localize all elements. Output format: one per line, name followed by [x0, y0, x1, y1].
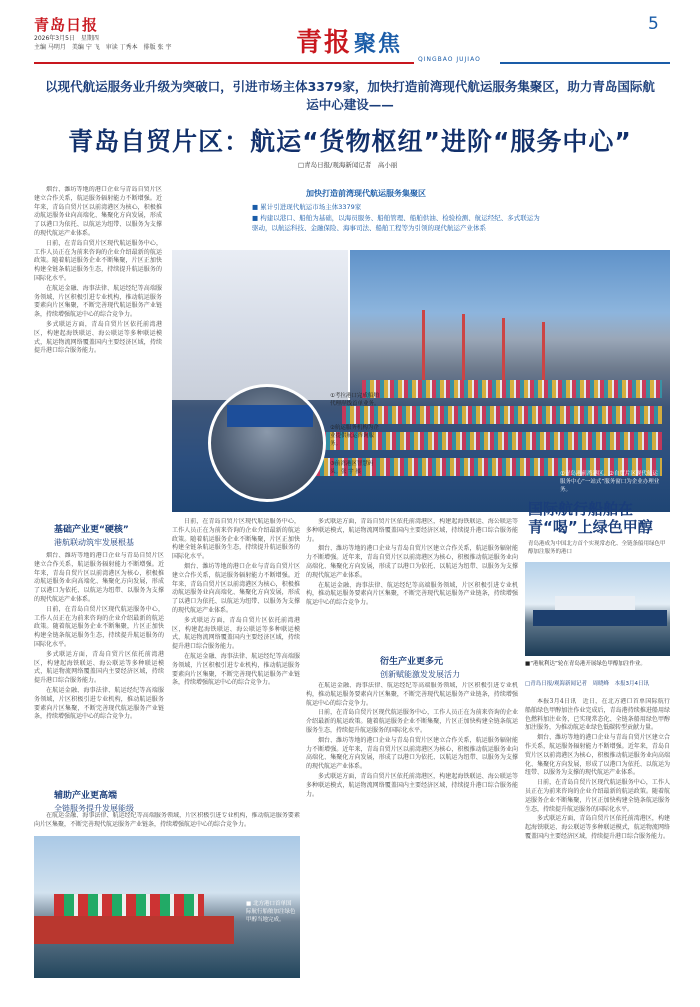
highlight-box: [232, 188, 668, 252]
ship-hull: [533, 610, 667, 626]
text-column-middle-3: [306, 682, 518, 978]
caption-photo-1: ①青岛港前湾港区。②自贸片区现代航运服务中心“一站式”服务窗口为企业办理业务。: [560, 471, 660, 493]
crane: [542, 322, 545, 380]
service-window-photo: [172, 250, 350, 400]
masthead: [0, 0, 700, 76]
crane: [502, 318, 505, 380]
date-line: [34, 34, 171, 52]
side-article-byline: □青岛日报/观海新闻记者 周晓峰 本报3月4日讯: [525, 681, 650, 687]
side-article-title: 国际航行船舶在青“喝”上绿色甲醇: [528, 500, 653, 536]
paragraph: 烟台、潍坊等地的港口企业与青岛自贸片区建立合作关系，航运服务辐射能力不断增强。近年来，青岛自贸片区以前湾港区为核心，积极推动航运服务业向高端化、集聚化方向发展，形成了以港口为依托、以航运为纽带、以服务为支撑的现代航运产业体系。: [306, 545, 518, 579]
paragraph: 在航运金融、海事法律、航运经纪等高端服务领域，片区积极引进专业机构，推动航运服务要素向片区集聚，不断完善现代航运服务产业链条，持续增强航运中心的综合竞争力。: [34, 284, 162, 319]
crane: [462, 314, 465, 380]
caption-photo-4: ③前湾港区智慧码头。张 宇 摄: [330, 461, 374, 475]
staff-line: 主编 马明月 美编 宁 飞 审读 丁秀本 排版 张 宇: [34, 44, 172, 51]
paragraph: 烟台、潍坊等地的港口企业与青岛自贸片区建立合作关系，航运服务辐射能力不断增强。近年来，青岛自贸片区以前湾港区为核心，积极推动航运服务业向高端化、集聚化方向发展，形成了以港口为依托、以航运为纽带、以服务为支撑的现代航运产业体系。: [34, 186, 162, 237]
paragraph: 多式联运方面，青岛自贸片区依托前湾港区，构建起海铁联运、海公联运等多种联运模式，航运物流网络覆盖国内主要经济区域，持续提升港口综合服务能力。: [34, 320, 162, 355]
column-title: [296, 22, 402, 59]
ship-containers: [54, 894, 204, 916]
section-1-heading: [54, 522, 134, 548]
section-3-heading: [380, 654, 460, 680]
text-column-middle-2: [306, 518, 518, 652]
article-title: 青岛自贸片区：航运“货物枢纽”进阶“服务中心”: [68, 127, 632, 156]
customs-circle-photo: [208, 384, 326, 502]
paragraph: 多式联运方面，青岛自贸片区依托前湾港区，构建起海铁联运、海公联运等多种联运模式，航运物流网络覆盖国内主要经济区域，持续提升港口综合服务能力。: [306, 772, 518, 798]
column-title-main: 青报: [296, 28, 353, 58]
side-article-subtitle: 青岛港成为中国北方首个实现常态化、全链条船用绿色甲醇加注服务的港口: [528, 541, 666, 555]
paragraph: 烟台、潍坊等地的港口企业与青岛自贸片区建立合作关系，航运服务辐射能力不断增强。近年来，青岛自贸片区以前湾港区为核心，积极推动航运服务业向高端化、集聚化方向发展，形成了以港口为依托、以航运为纽带、以服务为支撑的现代航运产业体系。: [172, 562, 300, 614]
paragraph: 烟台、潍坊等地的港口企业与青岛自贸片区建立合作关系，航运服务辐射能力不断增强。近年来，青岛自贸片区以前湾港区为核心，积极推动航运服务业向高端化、集聚化方向发展，形成了以港口为依托、以航运为纽带、以服务为支撑的现代航运产业体系。: [525, 734, 670, 777]
paragraph: 在航运金融、海事法律、航运经纪等高端服务领域，片区积极引进专业机构，推动航运服务要素向片区集聚，不断完善现代航运服务产业链条，持续增强航运中心的综合竞争力。: [34, 686, 164, 721]
paragraph: 日前，在青岛自贸片区现代航运服务中心，工作人员正在为前来咨询的企业介绍最新的航运政策。随着航运服务企业不断集聚，片区正加快构建全链条航运服务生态，持续提升航运服务的国际化水平。: [525, 779, 670, 813]
header-rule-blue: [500, 62, 670, 64]
text-column-right: [525, 698, 670, 978]
newspaper-logo: 青岛日报: [34, 16, 99, 34]
cosco-ship-photo: [525, 562, 670, 656]
paragraph: 烟台、潍坊等地的港口企业与青岛自贸片区建立合作关系，航运服务辐射能力不断增强。近年来，青岛自贸片区以前湾港区为核心，积极推动航运服务业向高端化、集聚化方向发展，形成了以港口为依托、以航运为纽带、以服务为支撑的现代航运产业体系。: [306, 736, 518, 771]
column-title-en: QINGBAO JUJIAO: [418, 56, 481, 63]
highlight-line-1: ■ 累计引进现代航运市场主体3379家: [252, 203, 362, 211]
text-column-1: [34, 552, 164, 802]
paragraph: 日前，在青岛自贸片区现代航运服务中心，工作人员正在为前来咨询的企业介绍最新的航运政策。随着航运服务企业不断集聚，片区正加快构建全链条航运服务生态，持续提升航运服务的国际化水平。: [172, 518, 300, 561]
container-yard: [342, 406, 662, 424]
ship-hull: [34, 916, 234, 944]
paragraph: 多式联运方面，青岛自贸片区依托前湾港区，构建起海铁联运、海公联运等多种联运模式，航运物流网络覆盖国内主要经济区域，持续提升港口综合服务能力。: [525, 815, 670, 840]
header-rule-red: [34, 62, 414, 64]
section-2-subtitle: 全链服务提升发展能级: [54, 804, 134, 813]
column-title-sub: 聚焦: [354, 31, 403, 57]
paragraph: 在航运金融、海事法律、航运经纪等高端服务领域，片区积极引进专业机构，推动航运服务要素向片区集聚，不断完善现代航运服务产业链条，持续增强航运中心的综合竞争力。: [172, 652, 300, 687]
paragraph: 多式联运方面，青岛自贸片区依托前湾港区，构建起海铁联运、海公联运等多种联运模式，航运物流网络覆盖国内主要经济区域，持续提升港口综合服务能力。: [172, 616, 300, 651]
section-1-subtitle: 港航联动筑牢发展根基: [54, 538, 134, 547]
side-article-heading: [528, 500, 670, 556]
customs-sign: [227, 405, 313, 427]
ship-superstructure: [555, 596, 635, 610]
caption-photo-3: ②航运服务机构为企业提供航运咨询服务。: [330, 425, 379, 447]
section-3-title: 衍生产业更多元: [380, 657, 444, 667]
highlight-title: 加快打造前湾现代航运服务集聚区: [306, 189, 426, 198]
paragraph: 本报3月4日讯 近日，在北方港口首单国际航行船舶绿色甲醇加注作业完成后，青岛港持续推进船用绿色燃料加注业务，已实现常态化、全链条船用绿色甲醇加注服务，为推动航运业绿色低碳转型贡献力量。: [525, 698, 670, 732]
caption-photo-2: ①考拉港口完成船舶代理岸线首单业务。: [330, 393, 380, 407]
paragraph: 日前，在青岛自贸片区现代航运服务中心，工作人员正在为前来咨询的企业介绍最新的航运政策。随着航运服务企业不断集聚，片区正加快构建全链条航运服务生态，持续提升航运服务的国际化水平。: [34, 239, 162, 282]
paragraph: 在航运金融、海事法律、航运经纪等高端服务领域，片区积极引进专业机构，推动航运服务要素向片区集聚，不断完善现代航运服务产业链条，持续增强航运中心的综合竞争力。: [306, 581, 518, 607]
container-yard: [362, 380, 662, 398]
paragraph: 日前，在青岛自贸片区现代航运服务中心，工作人员正在为前来咨询的企业介绍最新的航运政策。随着航运服务企业不断集聚，片区正加快构建全链条航运服务生态，持续提升航运服务的国际化水平。: [306, 709, 518, 734]
paragraph: 在航运金融、海事法律、航运经纪等高端服务领域，片区积极引进专业机构，推动航运服务要素向片区集聚，不断完善现代航运服务产业链条，持续增强航运中心的综合竞争力。: [306, 682, 518, 707]
article-byline: □青岛日报/观海新闻记者 高小丽: [298, 161, 398, 169]
caption-photo-bottom: ■ 北方港口首单国际航行船舶加注绿色甲醇当地完成。: [246, 901, 296, 923]
paragraph: 日前，在青岛自贸片区现代航运服务中心，工作人员正在为前来咨询的企业介绍最新的航运政策。随着航运服务企业不断集聚，片区正加快构建全链条航运服务生态，持续提升航运服务的国际化水平。: [34, 605, 164, 648]
crane: [422, 310, 425, 380]
issue-date: 2026年3月5日 星期四: [34, 35, 99, 42]
highlight-line-2: ■ 构建以港口、船舶为基础，以海员服务、船舶管理、船舶供油、检验检测、航运经纪、多式联运为驱动，以航运科技、金融保险、海事司法、船舶工程等为引领的现代航运产业体系: [252, 214, 540, 232]
section-1-title: 基础产业更“硬核”: [54, 525, 129, 535]
paragraph: 多式联运方面，青岛自贸片区依托前湾港区，构建起海铁联运、海公联运等多种联运模式，航运物流网络覆盖国内主要经济区域，持续提升港口综合服务能力。: [306, 518, 518, 543]
paragraph: 多式联运方面，青岛自贸片区依托前湾港区，构建起海铁联运、海公联运等多种联运模式，航运物流网络覆盖国内主要经济区域，持续提升港口综合服务能力。: [34, 650, 164, 685]
section-2-heading: [54, 788, 134, 814]
text-column-left: [34, 186, 162, 516]
caption-photo-right: ■“港航利达”轮在青岛港开展绿色甲醇加注作业。: [525, 661, 646, 667]
paragraph: 在航运金融、海事法律、航运经纪等高端服务领域，片区积极引进专业机构，推动航运服务要素向片区集聚，不断完善现代航运服务产业链条，持续增强航运中心的综合竞争力。: [34, 812, 300, 828]
paragraph: 烟台、潍坊等地的港口企业与青岛自贸片区建立合作关系，航运服务辐射能力不断增强。近年来，青岛自贸片区以前湾港区为核心，积极推动航运服务业向高端化、集聚化方向发展，形成了以港口为依托、以航运为纽带、以服务为支撑的现代航运产业体系。: [34, 552, 164, 603]
section-2-title: 辅助产业更高端: [54, 791, 118, 801]
text-column-middle-1: [172, 518, 300, 834]
headline-block: [0, 78, 700, 158]
article-kicker: 以现代航运服务业升级为突破口，引进市场主体3379家，加快打造前湾现代航运服务集聚区，助力青岛国际航运中心建设——: [45, 79, 655, 112]
section-3-subtitle: 创新赋能激发发展活力: [380, 670, 460, 679]
page-number: 5: [648, 14, 659, 34]
